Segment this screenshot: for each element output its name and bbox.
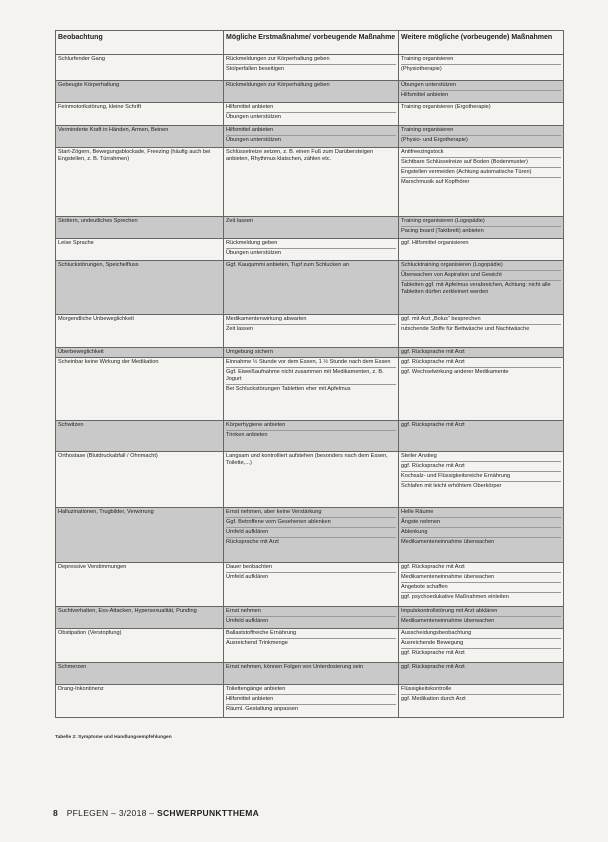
cell-line: Medikamenteneinnahme überwachen bbox=[401, 574, 561, 583]
cell-line: Ggf. Kauqummi anbieten, Tupf zum Schlucken an bbox=[226, 262, 350, 268]
cell-line: Angebote schaffen bbox=[401, 584, 561, 593]
observation-cell: Schluckstörungen, Speichelfluss bbox=[56, 261, 224, 315]
cell-line: ggf. Rücksprache mit Arzt bbox=[401, 649, 465, 656]
table-row bbox=[56, 607, 564, 629]
cell-line: Antifreezingstock bbox=[401, 149, 561, 158]
cell-line: ggf. Rücksprache mit Arzt bbox=[401, 422, 465, 428]
cell-line: Medikamentenwirkung abwarten bbox=[226, 316, 396, 325]
header-further-measures: Weitere mögliche (vorbeugende) Maßnahmen bbox=[399, 31, 564, 55]
theme-label: SCHWERPUNKTTHEMA bbox=[157, 808, 260, 818]
cell-line: Trinken anbieten bbox=[226, 431, 268, 438]
symptom-table bbox=[55, 30, 564, 718]
first-measure-cell bbox=[224, 607, 399, 629]
cell-line: Zeit lassen bbox=[226, 325, 254, 332]
table-row bbox=[56, 452, 564, 508]
first-measure-cell bbox=[224, 315, 399, 348]
table-row bbox=[56, 358, 564, 421]
further-measures-cell bbox=[399, 508, 564, 563]
first-measure-cell bbox=[224, 55, 399, 81]
observation-cell: Schmerzen bbox=[56, 663, 224, 685]
cell-line: Übungen unterstützen bbox=[226, 249, 282, 256]
first-measure-cell bbox=[224, 421, 399, 452]
cell-line: (Physio- und Ergotherapie) bbox=[401, 136, 468, 143]
table-row bbox=[56, 663, 564, 685]
first-measure-cell bbox=[224, 217, 399, 239]
further-measures-cell bbox=[399, 607, 564, 629]
first-measure-cell bbox=[224, 81, 399, 103]
further-measures-cell bbox=[399, 358, 564, 421]
table-row bbox=[56, 81, 564, 103]
table-row bbox=[56, 348, 564, 358]
cell-line: Tabletten ggf. mit Apfelmus verabreichen, Achtung: nicht alle Tabletten dürfen zerkleinert werden bbox=[401, 281, 551, 295]
cell-line: Rückmeldungen zur Körperhaltung geben bbox=[226, 82, 330, 88]
table-row bbox=[56, 239, 564, 261]
table-row bbox=[56, 315, 564, 348]
cell-line: Marschmusik auf Kopfhörer bbox=[401, 178, 470, 185]
cell-line: Training organisieren (Ergotherapie) bbox=[401, 104, 491, 110]
further-measures-cell bbox=[399, 452, 564, 508]
first-measure-cell bbox=[224, 126, 399, 148]
cell-line: ggf. mit Arzt „Bolus“ besprechen bbox=[401, 316, 561, 325]
first-measure-cell bbox=[224, 348, 399, 358]
cell-line: Einnahme ½ Stunde vor dem Essen, 1 ½ Stunde nach dem Essen bbox=[226, 359, 396, 368]
observation-cell: Schlurfender Gang bbox=[56, 55, 224, 81]
observation-cell: Morgendliche Unbeweglichkeit bbox=[56, 315, 224, 348]
observation-cell: Orthostase (Blutdruckabfall / Ohnmacht) bbox=[56, 452, 224, 508]
table-row bbox=[56, 421, 564, 452]
cell-line: Rücksprache mit Arzt bbox=[226, 538, 279, 545]
cell-line: Stolperfallen beseitigen bbox=[226, 65, 285, 72]
cell-line: Schlafen mit leicht erhöhtem Oberkörper bbox=[401, 482, 502, 489]
further-measures-cell bbox=[399, 315, 564, 348]
cell-line: Übungen unterstützen bbox=[401, 82, 561, 91]
cell-line: Schlucktraining organisieren (Logopädie) bbox=[401, 262, 561, 271]
observation-cell: Feinmotorikstörung, kleine Schrift bbox=[56, 103, 224, 126]
observation-cell: Verminderte Kraft in Händen, Armen, Beinen bbox=[56, 126, 224, 148]
cell-line: Medikamenteneinnahme überwachen bbox=[401, 617, 495, 624]
cell-line: Räuml. Gestaltung anpassen bbox=[226, 705, 299, 712]
cell-line: ggf. Rücksprache mit Arzt bbox=[401, 463, 561, 472]
cell-line: Ballaststoffreiche Ernährung bbox=[226, 630, 396, 639]
further-measures-cell bbox=[399, 81, 564, 103]
cell-line: Helle Räume bbox=[401, 509, 561, 518]
cell-line: Sichtbare Schlüsselreize auf Boden (Bodenmuster) bbox=[401, 159, 561, 168]
cell-line: Flüssigkeitskontrolle bbox=[401, 686, 561, 695]
table-header-row bbox=[56, 31, 564, 55]
cell-line: Rückmeldung geben bbox=[226, 240, 396, 249]
further-measures-cell bbox=[399, 629, 564, 663]
further-measures-cell bbox=[399, 55, 564, 81]
further-measures-cell bbox=[399, 126, 564, 148]
further-measures-cell bbox=[399, 348, 564, 358]
header-observation: Beobachtung bbox=[56, 31, 224, 55]
further-measures-cell bbox=[399, 217, 564, 239]
observation-cell: Obstipation (Verstopfung) bbox=[56, 629, 224, 663]
cell-line: Ggf. Eiweißaufnahme nicht zusammen mit Medikamenten, z. B. Jogurt bbox=[226, 369, 396, 385]
cell-line: ggf. Medikation durch Arzt bbox=[401, 695, 466, 702]
observation-cell: Stottern, undeutliches Sprechen bbox=[56, 217, 224, 239]
first-measure-cell bbox=[224, 685, 399, 718]
cell-line: Rückmeldungen zur Körperhaltung geben bbox=[226, 56, 396, 65]
observation-cell: Suchtverhalten, Ess-Attacken, Hypersexualität, Punding bbox=[56, 607, 224, 629]
cell-line: Hilfsmittel anbieten bbox=[401, 91, 449, 98]
first-measure-cell bbox=[224, 563, 399, 607]
cell-line: ggf. Hilfsmittel organisieren bbox=[401, 240, 469, 246]
cell-line: Kochsalz- und Flüssigkeitsreiche Ernährung bbox=[401, 473, 561, 482]
observation-cell: Leise Sprache bbox=[56, 239, 224, 261]
first-measure-cell bbox=[224, 663, 399, 685]
table-row bbox=[56, 55, 564, 81]
observation-cell: Überbeweglichkeit bbox=[56, 348, 224, 358]
cell-line: Pacing board (Taktbrett) anbieten bbox=[401, 227, 484, 234]
cell-line: Dauer beobachten bbox=[226, 564, 396, 573]
cell-line: Ernst nehmen, aber keine Verstärkung bbox=[226, 509, 396, 518]
table-row bbox=[56, 629, 564, 663]
cell-line: Umgebung sichern bbox=[226, 349, 273, 355]
cell-line: Umfeld aufklären bbox=[226, 617, 269, 624]
cell-line: Ausreichend Trinkmenge bbox=[226, 639, 288, 646]
cell-line: Ablenkung bbox=[401, 529, 561, 538]
first-measure-cell bbox=[224, 629, 399, 663]
cell-line: ggf. psychoedukative Maßnahmen einleiten bbox=[401, 593, 509, 600]
cell-line: Training organisieren bbox=[401, 56, 561, 65]
further-measures-cell bbox=[399, 103, 564, 126]
cell-line: Körperhygiene anbieten bbox=[226, 422, 396, 431]
cell-line: Steiler Anstieg bbox=[401, 453, 561, 462]
further-measures-cell bbox=[399, 685, 564, 718]
cell-line: Bei Schluckstörungen Tabletten eher mit Apfelmus bbox=[226, 385, 351, 392]
cell-line: Medikamenteneinnahme überwachen bbox=[401, 538, 495, 545]
table-row bbox=[56, 261, 564, 315]
table-caption: Tabelle 2: Symptome und Handlungsempfehlungen bbox=[55, 735, 172, 740]
observation-cell: Scheinbar keine Wirkung der Medikation bbox=[56, 358, 224, 421]
table-row bbox=[56, 126, 564, 148]
cell-line: Toilettengänge anbieten bbox=[226, 686, 396, 695]
observation-cell: Schwitzen bbox=[56, 421, 224, 452]
cell-line: ggf. Rücksprache mit Arzt bbox=[401, 564, 561, 573]
cell-line: Umfeld aufklären bbox=[226, 529, 396, 538]
cell-line: Schlüsselreize setzen, z. B. einen Fuß zum Darübersteigen anbieten, Rhythmus klatschen, zählen etc. bbox=[226, 149, 374, 162]
cell-line: ggf. Rücksprache mit Arzt bbox=[401, 664, 465, 670]
further-measures-cell bbox=[399, 148, 564, 217]
page-number: 8 bbox=[53, 808, 59, 818]
observation-cell: Depressive Verstimmungen bbox=[56, 563, 224, 607]
cell-line: Ggf. Betroffene vom Gesehenen ablenken bbox=[226, 519, 396, 528]
cell-line: Ernst nehmen, können Folgen von Unterdosierung sein bbox=[226, 664, 364, 670]
cell-line: Engstellen vermeiden (Achtung automatische Türen) bbox=[401, 169, 561, 178]
cell-line: Übungen unterstützen bbox=[226, 136, 282, 143]
table-row bbox=[56, 148, 564, 217]
cell-line: Ausscheidungsbeobachtung bbox=[401, 630, 561, 639]
cell-line: Hilfsmittel anbieten bbox=[226, 127, 396, 136]
cell-line: Training organisieren bbox=[401, 127, 561, 136]
observation-cell: Halluzinationen, Trugbilder, Verwirrung bbox=[56, 508, 224, 563]
table-row bbox=[56, 508, 564, 563]
cell-line: Ernst nehmen bbox=[226, 608, 396, 617]
cell-line: Impulskontrollstörung mit Arzt abklären bbox=[401, 608, 561, 617]
cell-line: Hilfsmittel anbieten bbox=[226, 104, 396, 113]
table-row bbox=[56, 563, 564, 607]
further-measures-cell bbox=[399, 239, 564, 261]
cell-line: ggf. Wechselwirkung anderer Medikamente bbox=[401, 368, 509, 375]
observation-cell: Gebeugte Körperhaltung bbox=[56, 81, 224, 103]
first-measure-cell bbox=[224, 103, 399, 126]
cell-line: Training organisieren (Logopädie) bbox=[401, 218, 561, 227]
cell-line: Übungen unterstützen bbox=[226, 113, 282, 120]
first-measure-cell bbox=[224, 148, 399, 217]
first-measure-cell bbox=[224, 508, 399, 563]
observation-cell: Start-Zögern, Bewegungsblockade, Freezing (häufig auch bei Engstellen, z. B. Türrahmen) bbox=[56, 148, 224, 217]
table-row bbox=[56, 103, 564, 126]
table-row bbox=[56, 217, 564, 239]
cell-line: Ausreichende Bewegung bbox=[401, 640, 561, 649]
further-measures-cell bbox=[399, 421, 564, 452]
first-measure-cell bbox=[224, 358, 399, 421]
cell-line: (Physiotherapie) bbox=[401, 65, 442, 72]
cell-line: Überwachen von Aspiration und Gewicht bbox=[401, 272, 561, 281]
cell-line: Hilfsmittel anbieten bbox=[226, 696, 396, 705]
cell-line: Langsam und kontrolliert aufstehen (besonders nach dem Essen, Toilette,...) bbox=[226, 453, 388, 466]
further-measures-cell bbox=[399, 563, 564, 607]
further-measures-cell bbox=[399, 261, 564, 315]
table-row bbox=[56, 685, 564, 718]
cell-line: Zeit lassen bbox=[226, 218, 254, 224]
cell-line: rutschende Stoffe für Bettwäsche und Nachtwäsche bbox=[401, 325, 530, 332]
first-measure-cell bbox=[224, 239, 399, 261]
further-measures-cell bbox=[399, 663, 564, 685]
first-measure-cell bbox=[224, 452, 399, 508]
page-footer bbox=[53, 808, 259, 818]
observation-cell: Drang-Inkontinenz bbox=[56, 685, 224, 718]
cell-line: Umfeld aufklären bbox=[226, 573, 269, 580]
header-first-measure: Mögliche Erstmaßnahme/ vorbeugende Maßnahme bbox=[224, 31, 399, 55]
first-measure-cell bbox=[224, 261, 399, 315]
cell-line: Ängste nehmen bbox=[401, 519, 561, 528]
cell-line: ggf. Rücksprache mit Arzt bbox=[401, 349, 465, 355]
issue-label: PFLEGEN – 3/2018 – bbox=[66, 808, 155, 818]
cell-line: ggf. Rücksprache mit Arzt bbox=[401, 359, 561, 368]
